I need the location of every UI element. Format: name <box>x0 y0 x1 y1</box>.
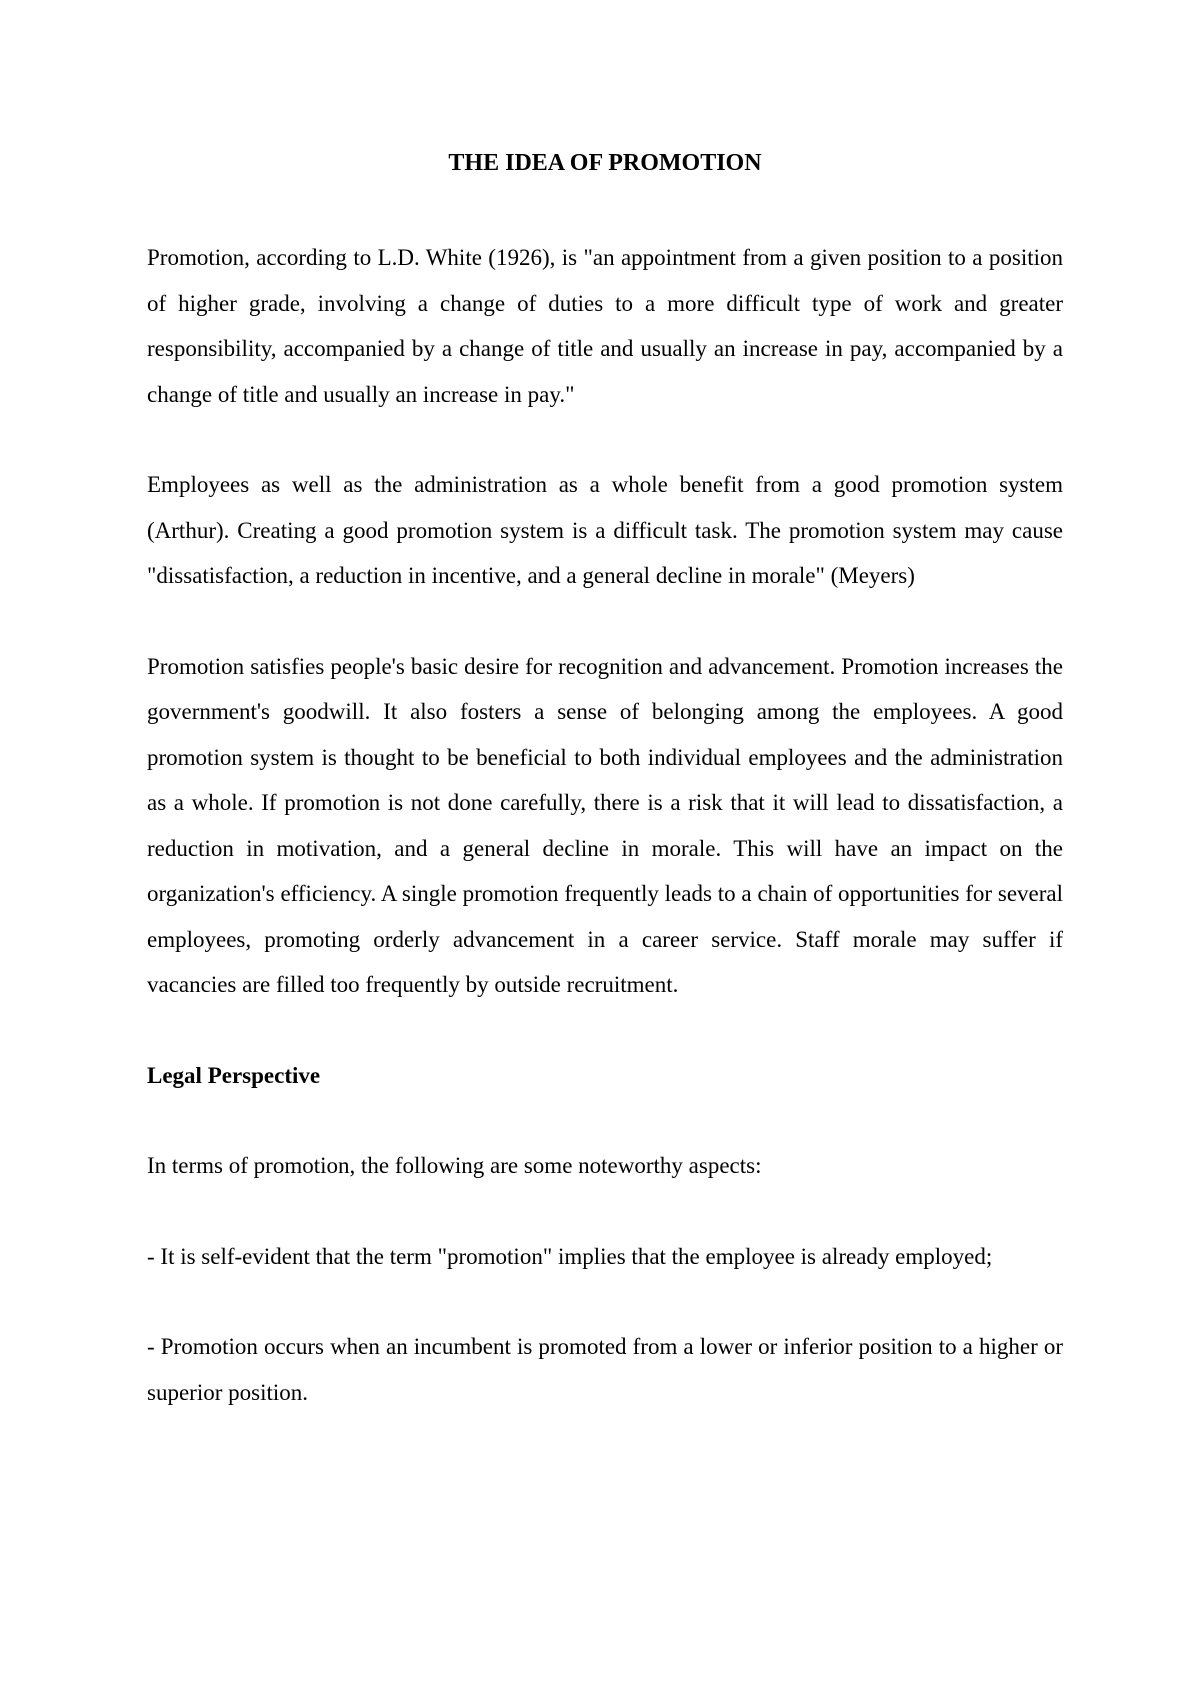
bullet-item: - It is self-evident that the term "promotion" implies that the employee is already employed; <box>147 1243 993 1269</box>
bullet-item: - Promotion occurs when an incumbent is promoted from a lower or inferior position to a higher or superior position. <box>147 1334 1063 1405</box>
paragraph-definition: Promotion, according to L.D. White (1926), is "an appointment from a given position to a position of higher grade, involving a change of duties to a more difficult type of work and greater responsibility, accompanied by a change of title and usually an increase in pay, accompanied by a change of title and usually an increase in pay." <box>147 245 1063 407</box>
document-body <box>147 145 1063 1460</box>
section-intro: In terms of promotion, the following are some noteworthy aspects: <box>147 1153 762 1178</box>
paragraph-recognition: Promotion satisfies people's basic desire for recognition and advancement. Promotion increases the government's goodwill. It also fosters a sense of belonging among the employees. A good promotion system is thought to be beneficial to both individual employees and the administration as a whole. If promotion is not done carefully, there is a risk that it will lead to dissatisfaction, a reduction in motivation, and a general decline in morale. This will have an impact on the organization's efficiency. A single promotion frequently leads to a chain of opportunities for several employees, promoting orderly advancement in a career service. Staff morale may suffer if vacancies are filled too frequently by outside recruitment. <box>147 653 1063 997</box>
paragraph-benefits: Employees as well as the administration as a whole benefit from a good promotion system (Arthur). Creating a good promotion system is a difficult task. The promotion system may cause "dissatisfaction, a reduction in incentive, and a general decline in morale" (Meyers) <box>147 472 1063 588</box>
section-heading: Legal Perspective <box>147 1062 321 1088</box>
document-title: THE IDEA OF PROMOTION <box>448 150 762 176</box>
